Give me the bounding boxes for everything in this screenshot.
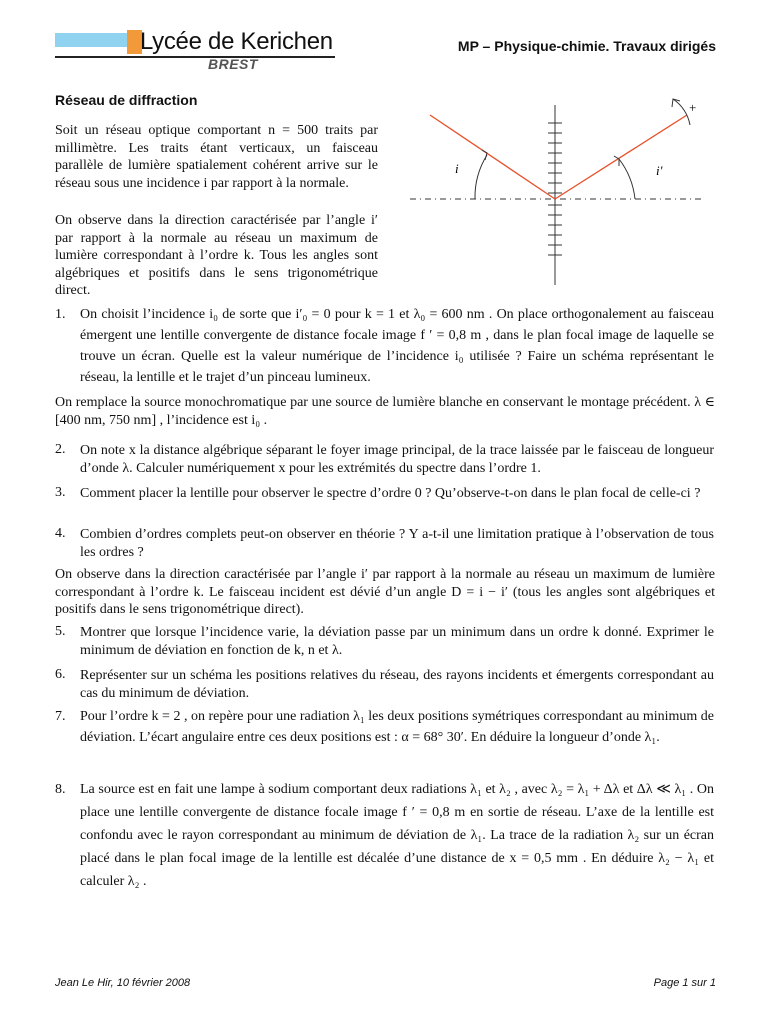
question-1: On choisit l’incidence i₀ de sorte que i′₀ = 0 pour k = 1 et λ₀ = 600 nm . On place orthogonalement au faisceau émergent une lentille convergente de distance focale image f ′ = 0,8 m , dans le plan focal image de laquelle se trouve un écran. Quelle est la valeur numérique de l’incidence i₀ utilisée ? Faire un schéma représentant le réseau, la lentille et le trajet d’un pinceau lumineux. xyxy=(80,307,714,385)
section-title: Réseau de diffraction xyxy=(55,92,198,108)
footer-author-date: Jean Le Hir, 10 février 2008 xyxy=(55,977,191,989)
label-i: i xyxy=(455,161,459,176)
question-2: On note x la distance algébrique séparant le foyer image principal, de la trace laissée par le faisceau de longueur d’onde λ. Calculer numériquement x pour les extrémités du spectre dans l’ordre 1. xyxy=(80,443,714,476)
angle-i-arc xyxy=(475,155,487,199)
footer-page-number: Page 1 sur 1 xyxy=(653,977,716,989)
question-5: Montrer que lorsque l’incidence varie, la déviation passe par un minimum dans un ordre k donné. Exprimer le minimum de déviation en fonction de k, n et λ. xyxy=(80,625,714,658)
emergent-ray xyxy=(555,115,687,199)
logo-blue-bar xyxy=(55,33,130,47)
rotation-direction-arc xyxy=(673,99,690,125)
angle-i-prime-arc xyxy=(619,159,635,199)
question-number: 6. xyxy=(55,667,66,682)
question-3: Comment placer la lentille pour observer le spectre d’ordre 0 ? Qu’observe-t-on dans le plan focal de celle-ci ? xyxy=(80,486,701,501)
incident-ray xyxy=(430,115,555,199)
deviation-paragraph: On observe dans la direction caractérisée par l’angle i′ par rapport à la normale au réseau un maximum de lumière correspondant à l’ordre k. Le faisceau incident est dévié d’un angle D = i − i′ (tous les angles sont algébriques et positifs dans le sens trigonométrique direct). xyxy=(55,567,715,617)
label-i-prime: i′ xyxy=(656,163,663,178)
white-light-paragraph: On remplace la source monochromatique par une source de lumière blanche en conservant le montage précédent. λ ∈ [400 nm, 750 nm] , l’incidence est i₀ . xyxy=(55,395,715,428)
question-number: 7. xyxy=(55,709,66,724)
intro-paragraph-1: Soit un réseau optique comportant n = 500 traits par millimètre. Les traits étant verticaux, un faisceau parallèle de lumière spatialement cohérent arrive sur le réseau sous une incidence i par rapport à la normale. xyxy=(55,123,378,191)
question-4: Combien d’ordres complets peut-on observer en théorie ? Y a-t-il une limitation pratique à l’observation de tous les ordres ? xyxy=(80,527,714,560)
question-number: 1. xyxy=(55,307,66,322)
question-number: 8. xyxy=(55,782,66,797)
question-number: 2. xyxy=(55,442,66,457)
question-number: 4. xyxy=(55,526,66,541)
question-number: 5. xyxy=(55,624,66,639)
school-name: Lycée de Kerichen xyxy=(140,28,333,55)
label-plus: + xyxy=(689,100,697,115)
course-title: MP – Physique-chimie. Travaux dirigés xyxy=(457,38,716,54)
logo-underline xyxy=(55,56,335,58)
diffraction-grating-figure xyxy=(395,95,715,295)
question-number: 3. xyxy=(55,485,66,500)
question-7: Pour l’ordre k = 2 , on repère pour une radiation λ₁ les deux positions symétriques correspondant au minimum de déviation. L’écart angulaire entre ces deux positions est : α = 68° 30′. En déduire la longueur d’onde λ₁. xyxy=(80,709,714,745)
school-city: BREST xyxy=(208,56,258,72)
question-8: La source est en fait une lampe à sodium comportant deux radiations λ₁ et λ₂ , avec λ₂ = λ₁ + Δλ et Δλ ≪ λ₁ . On place une lentille convergente de distance focale image f ′ = 0,8 m en sortie de réseau. L’axe de la lentille est confondu avec le rayon correspondant au minimum de déviation de λ₁. La trace de la radiation λ₂ sur un écran placé dans le plan focal image de la lentille est décalée d’une distance de x = 0,5 mm . En déduire λ₂ − λ₁ et calculer λ₂ . xyxy=(80,782,714,889)
intro-paragraph-2: On observe dans la direction caractérisée par l’angle i′ par rapport à la normale au réseau un maximum de lumière correspondant à l’ordre k. Tous les angles sont algébriques et positifs dans le sens trigonométrique direct. xyxy=(55,213,378,298)
question-6: Représenter sur un schéma les positions relatives du réseau, des rayons incidents et émergents correspondant au cas du minimum de déviation. xyxy=(80,668,714,701)
